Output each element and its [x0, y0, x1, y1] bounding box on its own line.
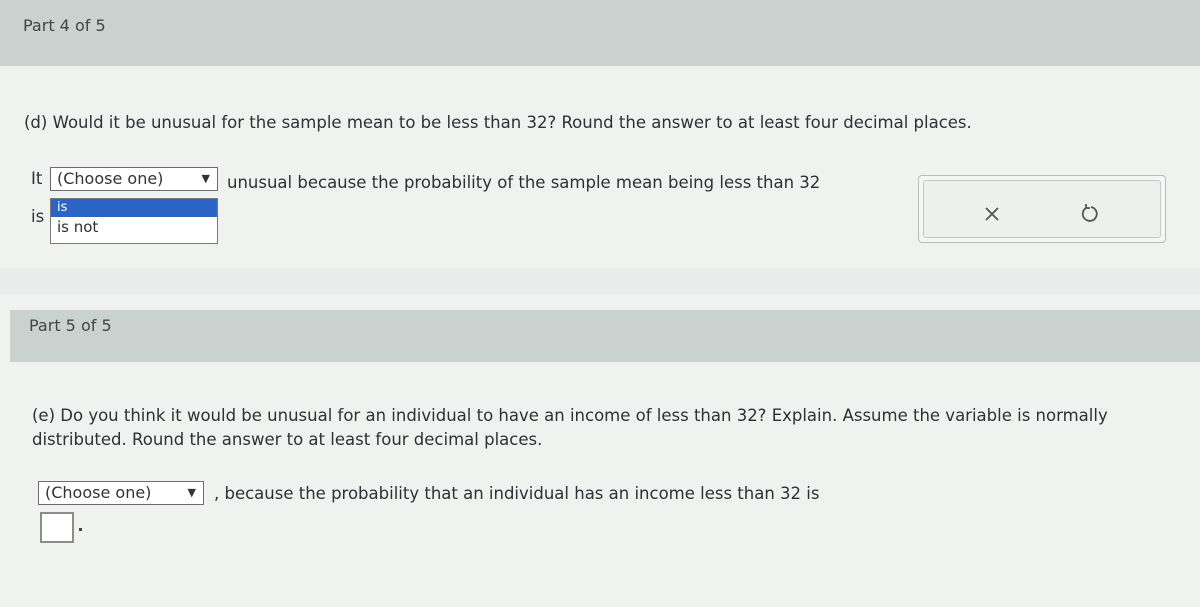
- part-4-panel: [0, 0, 1200, 268]
- undo-button[interactable]: [1078, 202, 1102, 226]
- part-5-header-label: Part 5 of 5: [29, 316, 112, 335]
- option-is[interactable]: is: [51, 199, 217, 217]
- prefix-it: It: [31, 169, 43, 188]
- clear-button[interactable]: [980, 202, 1004, 226]
- answer-toolbar: [918, 175, 1166, 243]
- select-value: (Choose one): [57, 169, 164, 188]
- dropdown-arrow-icon: ▼: [201, 172, 210, 185]
- close-icon: [980, 202, 1004, 226]
- question-e: (e) Do you think it would be unusual for an individual to have an income of less than 32? Explain. Assume the variable is normally distributed. Round the answer to at least four decimal places.: [32, 406, 1108, 449]
- answer-input-box[interactable]: [40, 512, 74, 543]
- choose-one-select-part4[interactable]: [50, 167, 218, 191]
- select-value: (Choose one): [45, 483, 152, 502]
- question-d: (d) Would it be unusual for the sample mean to be less than 32? Round the answer to at least four decimal places.: [24, 113, 972, 132]
- option-is-not[interactable]: is not: [57, 218, 99, 236]
- decimal-dot: [79, 528, 82, 531]
- dropdown-arrow-icon: ▼: [187, 486, 196, 499]
- prefix-is: is: [31, 207, 45, 226]
- part-4-header-label: Part 4 of 5: [23, 16, 106, 35]
- part-5-header: [10, 310, 1200, 362]
- choose-one-select-part5[interactable]: [38, 481, 204, 505]
- toolbar-inner: [923, 180, 1161, 238]
- dropdown-list: [50, 198, 218, 244]
- statement-part4: unusual because the probability of the sample mean being less than 32: [227, 173, 821, 192]
- statement-part5: , because the probability that an individual has an income less than 32 is: [214, 484, 820, 503]
- undo-icon: [1078, 202, 1102, 226]
- part-4-header: [0, 0, 1200, 66]
